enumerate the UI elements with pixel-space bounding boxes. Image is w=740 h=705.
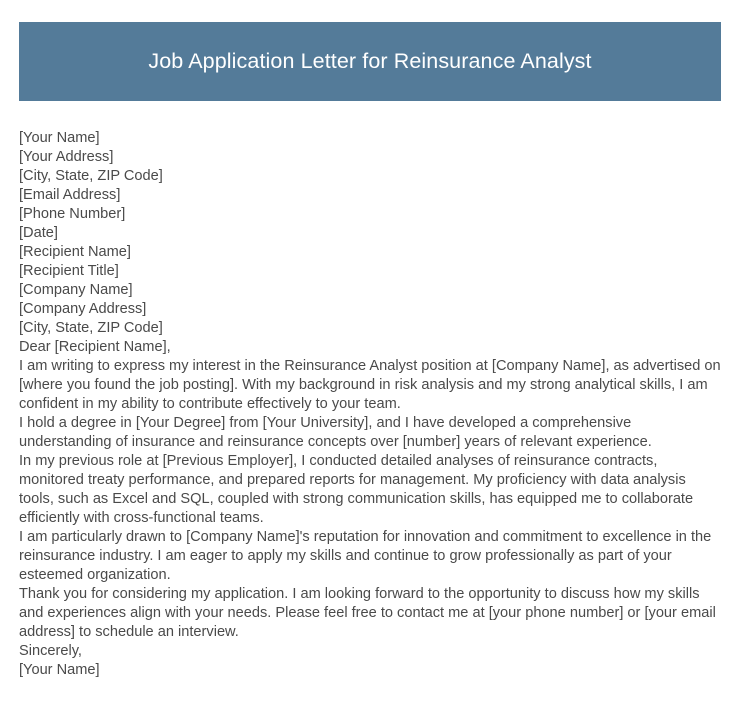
sender-line-name: [Your Name]: [19, 130, 100, 146]
body-paragraph-3: In my previous role at [Previous Employer], I conducted detailed analyses of reinsurance contracts, monitored treaty performance, and prepared reports for management. My proficiency with data analysis tools, such as Excel and SQL, coupled with strong communication skills, has equipped me to collaborate efficiently with cross-functional teams.: [19, 453, 694, 526]
recipient-line-title: [Recipient Title]: [19, 263, 119, 279]
body-paragraph-2: I hold a degree in [Your Degree] from [Your University], and I have developed a comprehensive understanding of insurance and reinsurance concepts over [number] years of relevant experience.: [19, 415, 652, 450]
body-paragraph-1: I am writing to express my interest in the Reinsurance Analyst position at [Company Name], as advertised on [where you found the job posting]. With my background in risk analysis and my strong analytical skills, I am confident in my ability to contribute effectively to your team.: [19, 358, 721, 412]
sender-line-address: [Your Address]: [19, 149, 114, 165]
recipient-line-company-address: [Company Address]: [19, 301, 147, 317]
signature-name: [Your Name]: [19, 662, 100, 678]
recipient-line-city-state-zip: [City, State, ZIP Code]: [19, 320, 163, 336]
recipient-line-company: [Company Name]: [19, 282, 133, 298]
sender-line-city-state-zip: [City, State, ZIP Code]: [19, 168, 163, 184]
letter-body: [19, 129, 723, 680]
closing-salutation: Sincerely,: [19, 643, 82, 659]
page-title: Job Application Letter for Reinsurance Analyst: [148, 48, 592, 73]
sender-line-date: [Date]: [19, 225, 58, 241]
recipient-line-name: [Recipient Name]: [19, 244, 131, 260]
sender-line-phone: [Phone Number]: [19, 206, 126, 222]
recipient-address-block: [19, 243, 723, 338]
body-paragraph-5: Thank you for considering my application. I am looking forward to the opportunity to discuss how my skills and experiences align with your needs. Please feel free to contact me at [your phone number] or [your email address] to schedule an interview.: [19, 586, 716, 640]
document-header-banner: [19, 22, 721, 101]
body-paragraph-4: I am particularly drawn to [Company Name]'s reputation for innovation and commitment to excellence in the reinsurance industry. I am eager to apply my skills and continue to grow professionally as part of your esteemed organization.: [19, 529, 712, 583]
salutation: Dear [Recipient Name],: [19, 339, 171, 355]
sender-line-email: [Email Address]: [19, 187, 121, 203]
sender-address-block: [19, 129, 723, 243]
